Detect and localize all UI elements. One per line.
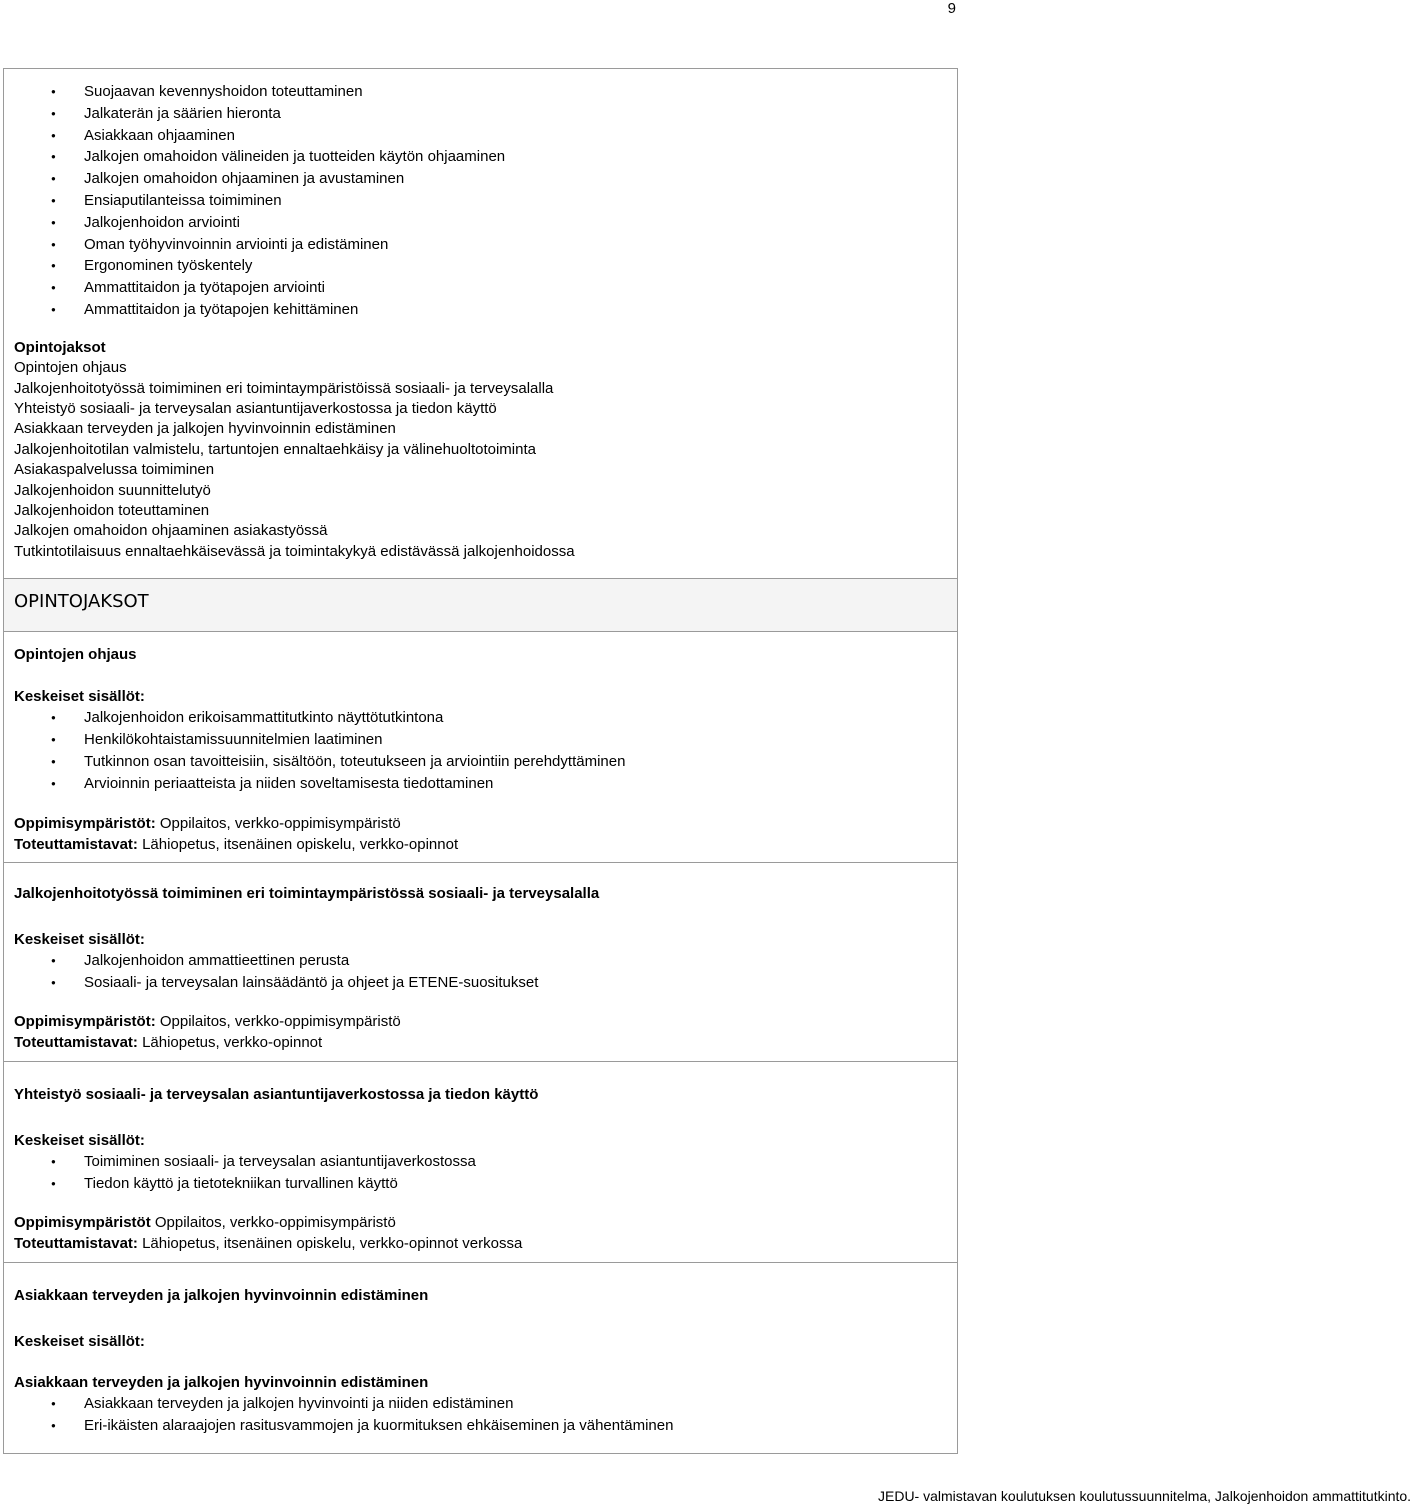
learning-environment: Oppimisympäristöt Oppilaitos, verkko-oppimisympäristö	[14, 1214, 396, 1231]
opintojakso-item: Jalkojenhoitotilan valmistelu, tartuntojen ennaltaehkäisy ja välinehuoltotoiminta	[14, 440, 536, 458]
section-bullets	[4, 1393, 957, 1437]
list-item: ● Toimiminen sosiaali- ja terveysalan asiantuntijaverkostossa	[4, 1151, 957, 1173]
section-bullets	[4, 707, 957, 795]
list-item: ● Asiakkaan ohjaaminen	[4, 125, 957, 147]
content-label: Keskeiset sisällöt:	[14, 1132, 145, 1149]
implementation-methods: Toteuttamistavat: Lähiopetus, itsenäinen opiskelu, verkko-opinnot verkossa	[14, 1235, 523, 1252]
list-item: ● Eri-ikäisten alaraajojen rasitusvammojen ja kuormituksen ehkäiseminen ja vähentäminen	[4, 1415, 957, 1437]
section-title: Yhteistyö sosiaali- ja terveysalan asiantuntijaverkostossa ja tiedon käyttö	[14, 1086, 539, 1103]
list-item: ● Ergonominen työskentely	[4, 255, 957, 277]
opintojaksot-list	[4, 358, 957, 562]
list-item: ● Ammattitaidon ja työtapojen kehittäminen	[4, 299, 957, 321]
section-opintojen-ohjaus	[4, 632, 957, 863]
content-label: Keskeiset sisällöt:	[14, 688, 145, 705]
opintojakso-item: Jalkojenhoidon toteuttaminen	[14, 501, 210, 519]
list-item: ● Jalkojenhoidon arviointi	[4, 212, 957, 234]
document-table	[3, 68, 958, 1454]
section-yhteistyo	[4, 1062, 957, 1263]
opintojaksot-title: Opintojaksot	[14, 338, 106, 356]
opintojakso-item: Jalkojen omahoidon ohjaaminen asiakastyössä	[14, 522, 328, 540]
section-subtitle: Asiakkaan terveyden ja jalkojen hyvinvoinnin edistäminen	[14, 1374, 429, 1391]
opintojakso-item: Tutkintotilaisuus ennaltaehkäisevässä ja toimintakykyä edistävässä jalkojenhoidossa	[14, 542, 575, 560]
learning-environment: Oppimisympäristöt: Oppilaitos, verkko-oppimisympäristö	[14, 815, 401, 832]
implementation-methods: Toteuttamistavat: Lähiopetus, verkko-opinnot	[14, 1034, 323, 1051]
list-item: ● Suojaavan kevennyshoidon toteuttaminen	[4, 81, 957, 103]
list-item: ● Arvioinnin periaatteista ja niiden soveltamisesta tiedottaminen	[4, 773, 957, 795]
section-title: Jalkojenhoitotyössä toimiminen eri toimintaympäristössä sosiaali- ja terveysalalla	[14, 885, 600, 902]
list-item: ● Jalkojen omahoidon välineiden ja tuotteiden käytön ohjaaminen	[4, 146, 957, 168]
top-bullet-list	[4, 81, 957, 321]
opintojakso-item: Yhteistyö sosiaali- ja terveysalan asiantuntijaverkostossa ja tiedon käyttö	[14, 399, 497, 417]
list-item: ● Oman työhyvinvoinnin arviointi ja edistäminen	[4, 234, 957, 256]
page-number: 9	[947, 0, 956, 17]
opintojakso-item: Asiakkaan terveyden ja jalkojen hyvinvoinnin edistäminen	[14, 420, 396, 438]
section-bullets	[4, 950, 957, 994]
section-heading: OPINTOJAKSOT	[14, 591, 149, 612]
list-item: ● Henkilökohtaistamissuunnitelmien laatiminen	[4, 729, 957, 751]
content-label: Keskeiset sisällöt:	[14, 931, 145, 948]
learning-environment: Oppimisympäristöt: Oppilaitos, verkko-oppimisympäristö	[14, 1013, 401, 1030]
opintojakso-item: Asiakaspalvelussa toimiminen	[14, 461, 215, 479]
list-item: ● Asiakkaan terveyden ja jalkojen hyvinvointi ja niiden edistäminen	[4, 1393, 957, 1415]
section-asiakkaan-terveyden	[4, 1263, 957, 1453]
content-label: Keskeiset sisällöt:	[14, 1333, 145, 1350]
list-item: ● Jalkojenhoidon erikoisammattitutkinto näyttötutkintona	[4, 707, 957, 729]
opintojakso-item: Jalkojenhoitotyössä toimiminen eri toimintaympäristöissä sosiaali- ja terveysalalla	[14, 379, 554, 397]
section-bullets	[4, 1151, 957, 1195]
section-title: Opintojen ohjaus	[14, 646, 137, 663]
section-title: Asiakkaan terveyden ja jalkojen hyvinvoinnin edistäminen	[14, 1287, 429, 1304]
list-item: ● Sosiaali- ja terveysalan lainsäädäntö ja ohjeet ja ETENE-suositukset	[4, 972, 957, 994]
section-jalkojenhoitotyossa	[4, 863, 957, 1062]
list-item: ● Ammattitaidon ja työtapojen arviointi	[4, 277, 957, 299]
list-item: ● Tutkinnon osan tavoitteisiin, sisältöön, toteutukseen ja arviointiin perehdyttäminen	[4, 751, 957, 773]
opintojakso-item: Jalkojenhoidon suunnittelutyö	[14, 481, 211, 499]
list-item: ● Jalkaterän ja säärien hieronta	[4, 103, 957, 125]
page-footer: JEDU- valmistavan koulutuksen koulutussuunnitelma, Jalkojenhoidon ammattitutkinto.	[878, 1488, 1411, 1504]
opintojakso-item: Opintojen ohjaus	[14, 359, 127, 377]
content-list-row	[4, 69, 957, 579]
list-item: ● Tiedon käyttö ja tietotekniikan turvallinen käyttö	[4, 1173, 957, 1195]
section-heading-row	[4, 579, 957, 632]
list-item: ● Jalkojen omahoidon ohjaaminen ja avustaminen	[4, 168, 957, 190]
implementation-methods: Toteuttamistavat: Lähiopetus, itsenäinen opiskelu, verkko-opinnot	[14, 836, 459, 853]
list-item: ● Jalkojenhoidon ammattieettinen perusta	[4, 950, 957, 972]
list-item: ● Ensiaputilanteissa toimiminen	[4, 190, 957, 212]
